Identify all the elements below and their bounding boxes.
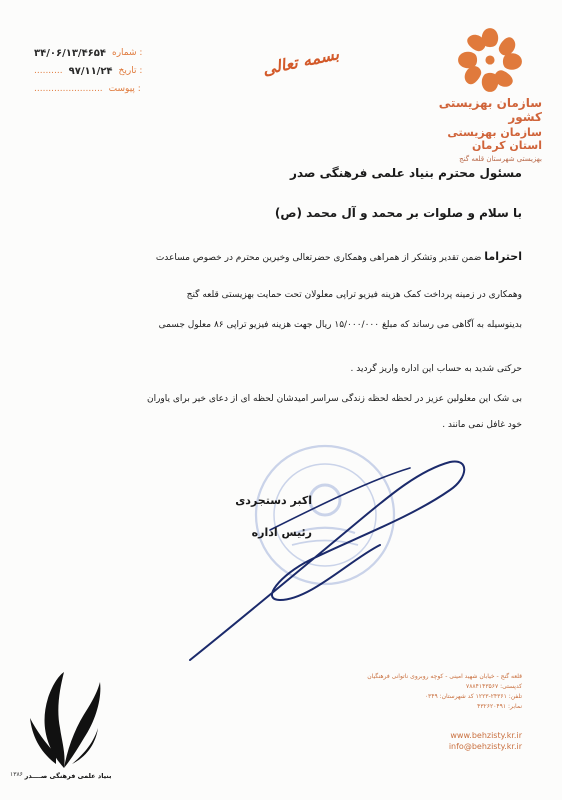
- paragraph-1: [42, 250, 522, 265]
- recipient-line: مسئول محترم بنیاد علمی فرهنگی صدر: [290, 166, 522, 180]
- date-dots: ..........: [34, 66, 63, 76]
- paragraph-5: بی شک این معلولین عزیز در لحظه لحظه زندگی سراسر امیدشان لحظه ای از دعای خیر برای یاوران: [146, 394, 522, 404]
- paragraph-2: وهمکاری در زمینه پرداخت کمک هزینه فیزیو تراپی معلولان تحت حمایت بهزیستی قلعه گنج: [186, 290, 522, 300]
- sadr-foundation-logo-icon: [26, 668, 102, 772]
- org-line-1: سازمان بهزیستی کشور: [438, 96, 542, 124]
- footer-web: [449, 730, 522, 752]
- signatory-name: اکبر دستجردی: [235, 494, 312, 507]
- paragraph-6: خود غافل نمی مانند .: [442, 420, 522, 430]
- organization-block: [412, 96, 542, 163]
- paragraph-4: حرکتی شدید به حساب این اداره واریز گردید .: [350, 364, 522, 374]
- date-value: ۹۷/۱۱/۲۴: [68, 65, 113, 77]
- sadr-foundation-year: ۱۳۸۶: [10, 771, 23, 778]
- behzisti-logo-icon: [452, 22, 528, 98]
- org-line-2: سازمان بهزیستی استان کرمان: [447, 126, 542, 152]
- paragraph-3: بدینوسیله به آگاهی می رساند که مبلغ ۱۵/۰۰۰/۰۰۰ ریال جهت هزینه فیزیو تراپی ۸۶ معلول جسمی: [158, 320, 522, 330]
- footer-address: قلعه گنج - خیابان شهید امینی - کوچه روبروی ناتوانی فرهنگیان: [367, 673, 522, 680]
- basmala-heading: بسمه تعالی: [260, 44, 341, 79]
- handwritten-signature: [150, 450, 480, 680]
- date-label: : تاریخ: [118, 66, 143, 76]
- attachment-label: : پیوست: [108, 84, 141, 94]
- footer-email-link[interactable]: info@behzisty.kr.ir: [448, 742, 522, 751]
- paragraph-1-text: ضمن تقدیر وتشکر از همراهی وهمکاری حضرتعالی وخیرین محترم در خصوص مساعدت: [155, 253, 482, 263]
- attachment-dots: ........................: [34, 84, 103, 94]
- letter-meta: [34, 44, 174, 98]
- number-label: : شماره: [112, 48, 143, 58]
- footer-fax: نمابر: ۴۳۲۶۲۰۴۹۱: [477, 703, 522, 710]
- sadr-foundation-caption: بنیاد علمی فرهنگی صــــدر: [24, 772, 112, 780]
- footer-phone: تلفن: ۲۴۳۶۱-۱۲۲۳ کد شهرستان: ۰۳۴۹: [424, 693, 522, 700]
- letter-attachment-row: [34, 80, 174, 98]
- footer-postal: کدپستی: ۷۸۸۴۱۴۳۵۶۷: [465, 683, 522, 690]
- number-value: ۳۴/۰۶/۱۳/۴۶۵۴: [34, 47, 106, 59]
- greeting-line: با سلام و صلوات بر محمد و آل محمد (ص): [274, 206, 522, 220]
- footer-contact: [362, 672, 522, 712]
- signatory-title: رئیس اداره: [251, 526, 312, 539]
- letter-date-row: [34, 62, 174, 80]
- footer-website-link[interactable]: www.behzisty.kr.ir: [450, 731, 522, 740]
- org-line-3: بهزیستی شهرستان قلعه گنج: [459, 155, 542, 163]
- respect-lead: احتراما: [484, 250, 522, 263]
- letter-number-row: [34, 44, 174, 62]
